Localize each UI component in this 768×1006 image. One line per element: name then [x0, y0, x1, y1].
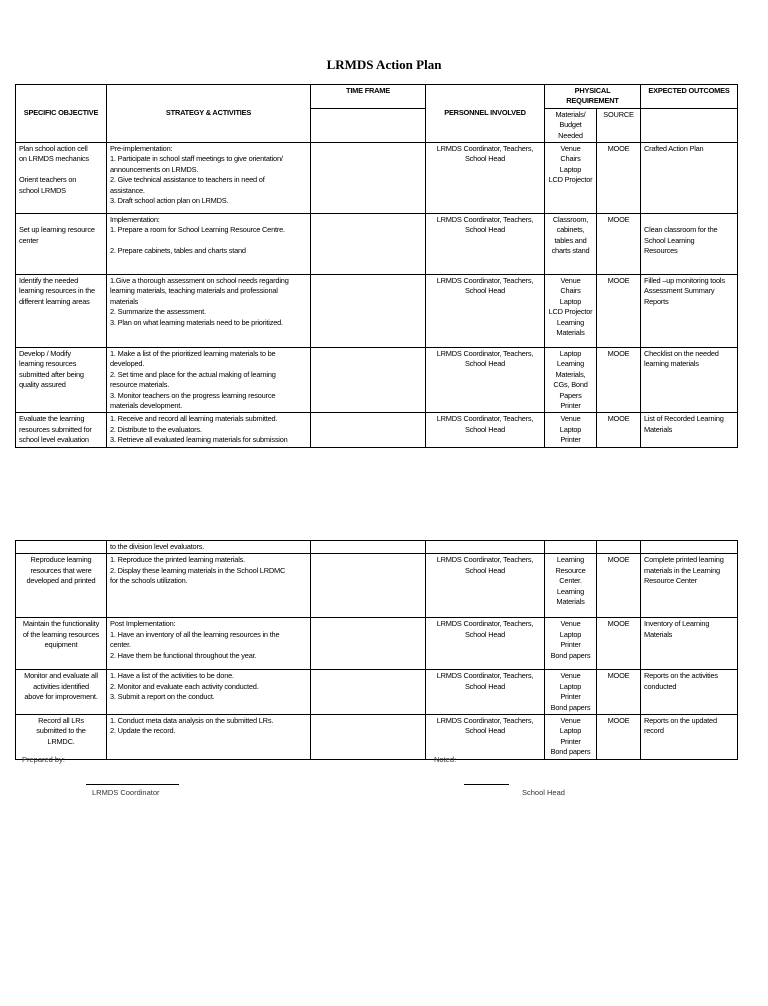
- table-row: [16, 618, 738, 670]
- page2-rows: [16, 541, 738, 760]
- personnel-cell: LRMDS Coordinator, Teachers, School Head: [426, 554, 545, 618]
- strategy-cell: 1. Have a list of the activities to be done. 2. Monitor and evaluate each activity conducted. 3. Submit a report on the conduct.: [107, 670, 311, 715]
- outcome-cell: Reports on the updated record: [641, 715, 738, 760]
- materials-cell: Venue Laptop Printer: [545, 413, 597, 447]
- table-row: [16, 413, 738, 447]
- materials-cell: Laptop Learning Materials, CGs, Bond Papers Printer: [545, 348, 597, 413]
- objective-cell: Set up learning resource center: [16, 214, 107, 275]
- materials-cell: Venue Chairs Laptop LCD Projector Learning Materials: [545, 275, 597, 348]
- source-cell: MOOE: [597, 214, 641, 275]
- materials-cell: Learning Resource Center. Learning Materials: [545, 554, 597, 618]
- header-timeframe: TIME FRAME: [311, 85, 426, 109]
- timeframe-cell: [311, 413, 426, 447]
- personnel-cell: LRMDS Coordinator, Teachers, School Head: [426, 143, 545, 214]
- head-signature-line: [464, 784, 509, 785]
- personnel-cell: LRMDS Coordinator, Teachers, School Head: [426, 670, 545, 715]
- source-cell: MOOE: [597, 670, 641, 715]
- noted-label: Noted:: [434, 755, 457, 764]
- objective-cell: Evaluate the learning resources submitted for school level evaluation: [16, 413, 107, 447]
- materials-cell: Venue Laptop Printer Bond papers: [545, 715, 597, 760]
- header-personnel: PERSONNEL INVOLVED: [426, 85, 545, 143]
- materials-cell: [545, 541, 597, 554]
- timeframe-subcell: [311, 108, 426, 142]
- strategy-cell: 1.Give a thorough assessment on school needs regarding learning materials, teaching materials and professional materials 2. Summarize the assessment. 3. Plan on what learning materials need to be prioritized.: [107, 275, 311, 348]
- timeframe-cell: [311, 348, 426, 413]
- strategy-cell: 1. Reproduce the printed learning materials. 2. Display these learning materials in the School LRDMC for the schools utilization.: [107, 554, 311, 618]
- timeframe-cell: [311, 275, 426, 348]
- objective-cell: Record all LRs submitted to the LRMDC.: [16, 715, 107, 760]
- objective-cell: Maintain the functionality of the learning resources equipment: [16, 618, 107, 670]
- personnel-cell: LRMDS Coordinator, Teachers, School Head: [426, 715, 545, 760]
- source-cell: MOOE: [597, 143, 641, 214]
- header-outcomes: EXPECTED OUTCOMES: [641, 85, 738, 109]
- header-strategy: STRATEGY & ACTIVITIES: [107, 85, 311, 143]
- personnel-cell: LRMDS Coordinator, Teachers, School Head: [426, 618, 545, 670]
- header-objective: SPECIFIC OBJECTIVE: [16, 85, 107, 143]
- school-head-label: School Head: [522, 788, 565, 797]
- header-source: SOURCE: [597, 108, 641, 142]
- strategy-cell: Implementation: 1. Prepare a room for School Learning Resource Centre. 2. Prepare cabinets, tables and charts stand: [107, 214, 311, 275]
- personnel-cell: LRMDS Coordinator, Teachers, School Head: [426, 275, 545, 348]
- table-row: [16, 143, 738, 214]
- timeframe-cell: [311, 618, 426, 670]
- timeframe-cell: [311, 715, 426, 760]
- table-row: [16, 214, 738, 275]
- personnel-cell: [426, 541, 545, 554]
- table-row: [16, 541, 738, 554]
- materials-cell: Venue Chairs Laptop LCD Projector: [545, 143, 597, 214]
- page-title: LRMDS Action Plan: [326, 57, 442, 72]
- strategy-cell: 1. Conduct meta data analysis on the submitted LRs. 2. Update the record.: [107, 715, 311, 760]
- source-cell: MOOE: [597, 618, 641, 670]
- strategy-cell: Post Implementation: 1. Have an inventory of all the learning resources in the center. 2. Have them be functional throughout the year.: [107, 618, 311, 670]
- table-row: [16, 275, 738, 348]
- outcome-cell: List of Recorded Learning Materials: [641, 413, 738, 447]
- timeframe-cell: [311, 670, 426, 715]
- personnel-cell: LRMDS Coordinator, Teachers, School Head: [426, 214, 545, 275]
- source-cell: MOOE: [597, 715, 641, 760]
- table-row: [16, 348, 738, 413]
- outcome-cell: Complete printed learning materials in the Learning Resource Center: [641, 554, 738, 618]
- timeframe-cell: [311, 541, 426, 554]
- outcome-cell: [641, 541, 738, 554]
- source-cell: MOOE: [597, 275, 641, 348]
- objective-cell: [16, 541, 107, 554]
- objective-cell: Reproduce learning resources that were developed and printed: [16, 554, 107, 618]
- table-row: [16, 554, 738, 618]
- source-cell: MOOE: [597, 413, 641, 447]
- objective-cell: Monitor and evaluate all activities identified above for improvement.: [16, 670, 107, 715]
- materials-cell: Venue Laptop Printer Bond papers: [545, 670, 597, 715]
- table-row: [16, 715, 738, 760]
- timeframe-cell: [311, 554, 426, 618]
- strategy-cell: to the division level evaluators.: [107, 541, 311, 554]
- prepared-by-label: Prepared by:: [22, 755, 65, 764]
- coordinator-signature-line: [86, 784, 179, 785]
- timeframe-cell: [311, 143, 426, 214]
- coordinator-label: LRMDS Coordinator: [92, 788, 160, 797]
- objective-cell: Plan school action cell on LRMDS mechanics Orient teachers on school LRMDS: [16, 143, 107, 214]
- strategy-cell: 1. Receive and record all learning materials submitted. 2. Distribute to the evaluators. 3. Retrieve all evaluated learning materials for submission: [107, 413, 311, 447]
- materials-cell: Venue Laptop Printer Bond papers: [545, 618, 597, 670]
- table-row: [16, 670, 738, 715]
- personnel-cell: LRMDS Coordinator, Teachers, School Head: [426, 413, 545, 447]
- strategy-cell: Pre-implementation: 1. Participate in school staff meetings to give orientation/ announcements on LRMDS. 2. Give technical assistance to teachers in need of assistance. 3. Draft school action plan on LRMDS.: [107, 143, 311, 214]
- action-plan-table-continued: [15, 540, 738, 760]
- outcome-cell: Checklist on the needed learning materials: [641, 348, 738, 413]
- personnel-cell: LRMDS Coordinator, Teachers, School Head: [426, 348, 545, 413]
- header-physical: PHYSICAL REQUIREMENT: [545, 85, 641, 109]
- outcome-cell: Inventory of Learning Materials: [641, 618, 738, 670]
- objective-cell: Identify the needed learning resources in the different learning areas: [16, 275, 107, 348]
- source-cell: [597, 541, 641, 554]
- outcome-cell: Crafted Action Plan: [641, 143, 738, 214]
- strategy-cell: 1. Make a list of the prioritized learning materials to be developed. 2. Set time and place for the actual making of learning resource materials. 3. Monitor teachers on the progress learning resource materials development.: [107, 348, 311, 413]
- outcome-cell: Reports on the activities conducted: [641, 670, 738, 715]
- materials-cell: Classroom, cabinets, tables and charts stand: [545, 214, 597, 275]
- outcome-cell: Filled –up monitoring tools Assessment Summary Reports: [641, 275, 738, 348]
- outcome-cell: Clean classroom for the School Learning Resources: [641, 214, 738, 275]
- source-cell: MOOE: [597, 348, 641, 413]
- page1-rows: [16, 143, 738, 448]
- header-materials: Materials/ Budget Needed: [545, 108, 597, 142]
- outcomes-subcell: [641, 108, 738, 142]
- timeframe-cell: [311, 214, 426, 275]
- source-cell: MOOE: [597, 554, 641, 618]
- action-plan-table: [15, 84, 738, 448]
- objective-cell: Develop / Modify learning resources submitted after being quality assured: [16, 348, 107, 413]
